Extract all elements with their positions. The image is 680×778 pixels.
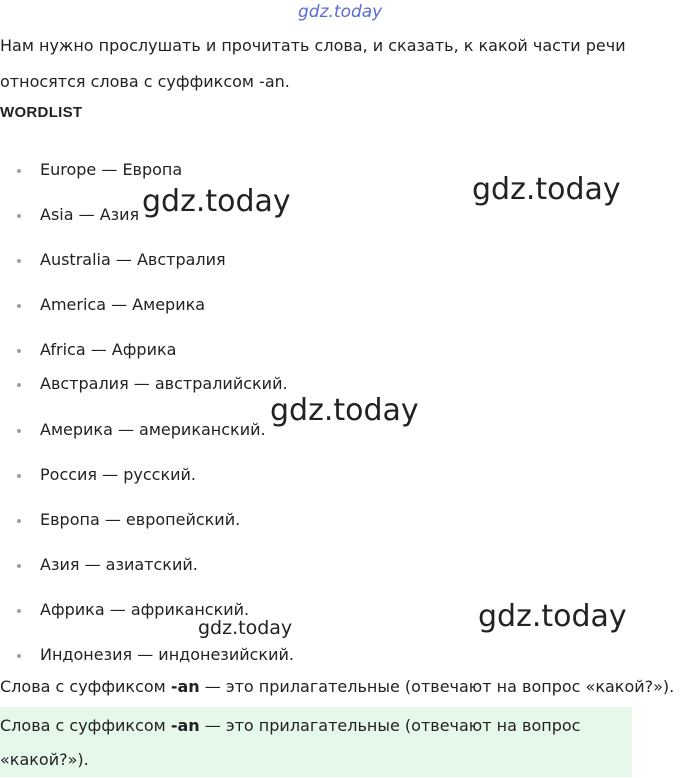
watermark: gdz.today (198, 617, 293, 639)
list-item-text: Европа — европейский. (40, 510, 241, 529)
list-item-text: America — Америка (40, 295, 206, 314)
highlight-line-2: «какой?»). (0, 750, 89, 769)
list-item-text: Индонезия — индонезийский. (40, 645, 294, 664)
bullet-icon (17, 654, 21, 658)
list-item-text: Africa — Африка (40, 340, 177, 359)
intro-line-2: относятся слова с суффиксом -an. (0, 72, 290, 91)
watermark: gdz.today (478, 599, 627, 634)
list-item-text: Африка — африканский. (40, 600, 250, 619)
intro-line-1: Нам нужно прослушать и прочитать слова, и сказать, к какой части речи (0, 36, 626, 55)
conclusion-rest: — это прилагательные (отвечают на вопрос «какой?»). (199, 677, 675, 696)
highlighted-answer (0, 707, 632, 777)
watermark: gdz.today (472, 172, 621, 207)
intro-paragraph (0, 28, 680, 100)
watermark: gdz.today (142, 184, 291, 219)
conclusion-suffix: -an (170, 677, 200, 696)
watermark-top: gdz.today (298, 2, 383, 22)
bullet-icon (17, 169, 21, 173)
highlight-line-1 (0, 709, 632, 743)
conclusion-prefix: Слова с суффиксом (0, 677, 171, 696)
bullet-icon (17, 383, 21, 387)
bullet-icon (17, 429, 21, 433)
list-item-text: Asia — Азия (40, 205, 140, 224)
conclusion-text (0, 676, 674, 698)
bullet-icon (17, 564, 21, 568)
list-item-text: Австралия — австралийский. (40, 374, 288, 393)
bullet-icon (17, 474, 21, 478)
list-item-text: Азия — азиатский. (40, 555, 198, 574)
list-item-text: Америка — американский. (40, 420, 266, 439)
highlight-rest-1: — это прилагательные (отвечают на вопрос (199, 716, 581, 735)
bullet-icon (17, 259, 21, 263)
bullet-icon (17, 214, 21, 218)
bullet-icon (17, 304, 21, 308)
watermark: gdz.today (270, 393, 419, 428)
bullet-icon (17, 349, 21, 353)
list-item-text: Europe — Европа (40, 160, 183, 179)
list-item-text: Россия — русский. (40, 465, 196, 484)
list-item-text: Australia — Австралия (40, 250, 226, 269)
highlight-suffix: -an (170, 716, 200, 735)
bullet-icon (17, 609, 21, 613)
highlight-prefix: Слова с суффиксом (0, 716, 171, 735)
wordlist-heading: WORDLIST (0, 104, 83, 121)
bullet-icon (17, 519, 21, 523)
